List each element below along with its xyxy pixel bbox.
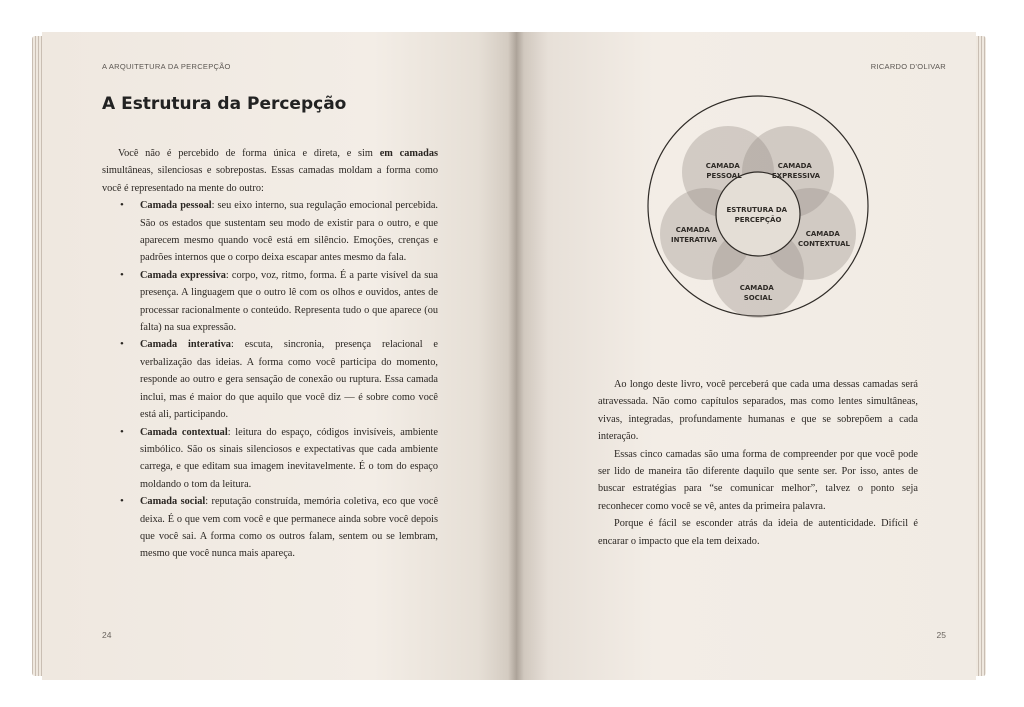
- layers-list: [102, 197, 438, 563]
- label-center: ESTRUTURA DA PERCEPÇÃO: [726, 206, 788, 224]
- perception-layers-diagram: [646, 90, 870, 322]
- left-body-text: [102, 145, 438, 563]
- chapter-title: A Estrutura da Percepção: [102, 94, 347, 114]
- right-body-text: [598, 376, 918, 550]
- label-expressiva: CAMADA EXPRESSIVA: [771, 162, 821, 180]
- label-contextual: CAMADA CONTEXTUAL: [797, 230, 851, 248]
- label-pessoal: CAMADA PESSOAL: [705, 162, 742, 180]
- list-item: • Camada pessoal: seu eixo interno, sua regulação emocional percebida. São os estados que sustentam seu modo de existir para o outro, e que aparecem mesmo quando você está em silêncio. Emoções, crenças e padrões internos que o corpo deixa escapar antes mesmo da fala.: [140, 197, 438, 267]
- running-head-left: A ARQUITETURA DA PERCEPÇÃO: [102, 62, 231, 71]
- intro-paragraph: Você não é percebido de forma única e direta, e sim em camadas simultâneas, silenciosas e sobrepostas. Essas camadas moldam a forma como você é representado na mente do outro:: [102, 148, 438, 194]
- center-circle: [716, 172, 800, 256]
- list-item: • Camada contextual: leitura do espaço, códigos invisíveis, ambiente simbólico. São os sinais silenciosos e expectativas que cada ambiente carrega, e que editam sua imagem inevitavelmente. É o tom do espaço moldando o tom da leitura.: [140, 424, 438, 494]
- list-item: • Camada social: reputação construída, memória coletiva, eco que você deixa. É o que vem com você e que permanece ainda sobre você depois que você sai. A forma como os outros falam, sentem ou se lembram, mesmo que você nunca mais apareça.: [140, 493, 438, 563]
- paragraph: Essas cinco camadas são uma forma de compreender por que você pode ser lido de maneira tão diferente daquilo que sente ser. Por isso, antes de buscar estratégias para “se comunicar melhor”, talvez o ponto seja reconhecer como você se vê, antes da primeira palavra.: [598, 448, 918, 512]
- paragraph: Porque é fácil se esconder atrás da ideia de autenticidade. Difícil é encarar o impacto que ela tem deixado.: [598, 518, 918, 547]
- open-book: [30, 22, 988, 692]
- book-spine-shadow: [508, 32, 524, 680]
- list-item: • Camada expressiva: corpo, voz, ritmo, forma. É a parte visível da sua presença. A linguagem que o outro lê com os olhos e ouvidos, antes de processar racionalmente o conteúdo. Representa tudo o que aparece (ou falta) na sua expressão.: [140, 267, 438, 337]
- page-number-left: 24: [102, 630, 112, 640]
- label-interativa: CAMADA INTERATIVA: [670, 226, 718, 244]
- left-page: [42, 32, 516, 680]
- paragraph: Ao longo deste livro, você perceberá que cada uma dessas camadas será atravessada. Não como capítulos separados, mas como lentes simultâneas, vivas, integradas, profundamente humanas e que se sobrepõem a cada interação.: [598, 379, 918, 443]
- venn-diagram: [646, 90, 870, 322]
- list-item: • Camada interativa: escuta, sincronia, presença relacional e verbalização das ideias. A forma como você participa do momento, responde ao outro e gera sensação de conexão ou ruptura. Essa camada inclui, mas é maior do que aquilo que você diz — é sobre como você está ali, participando.: [140, 336, 438, 423]
- running-head-right: RICARDO D'OLIVAR: [870, 62, 946, 71]
- label-social: CAMADA SOCIAL: [739, 284, 774, 302]
- right-page: [516, 32, 976, 680]
- page-number-right: 25: [936, 630, 946, 640]
- intro-emphasis: em camadas: [379, 148, 438, 159]
